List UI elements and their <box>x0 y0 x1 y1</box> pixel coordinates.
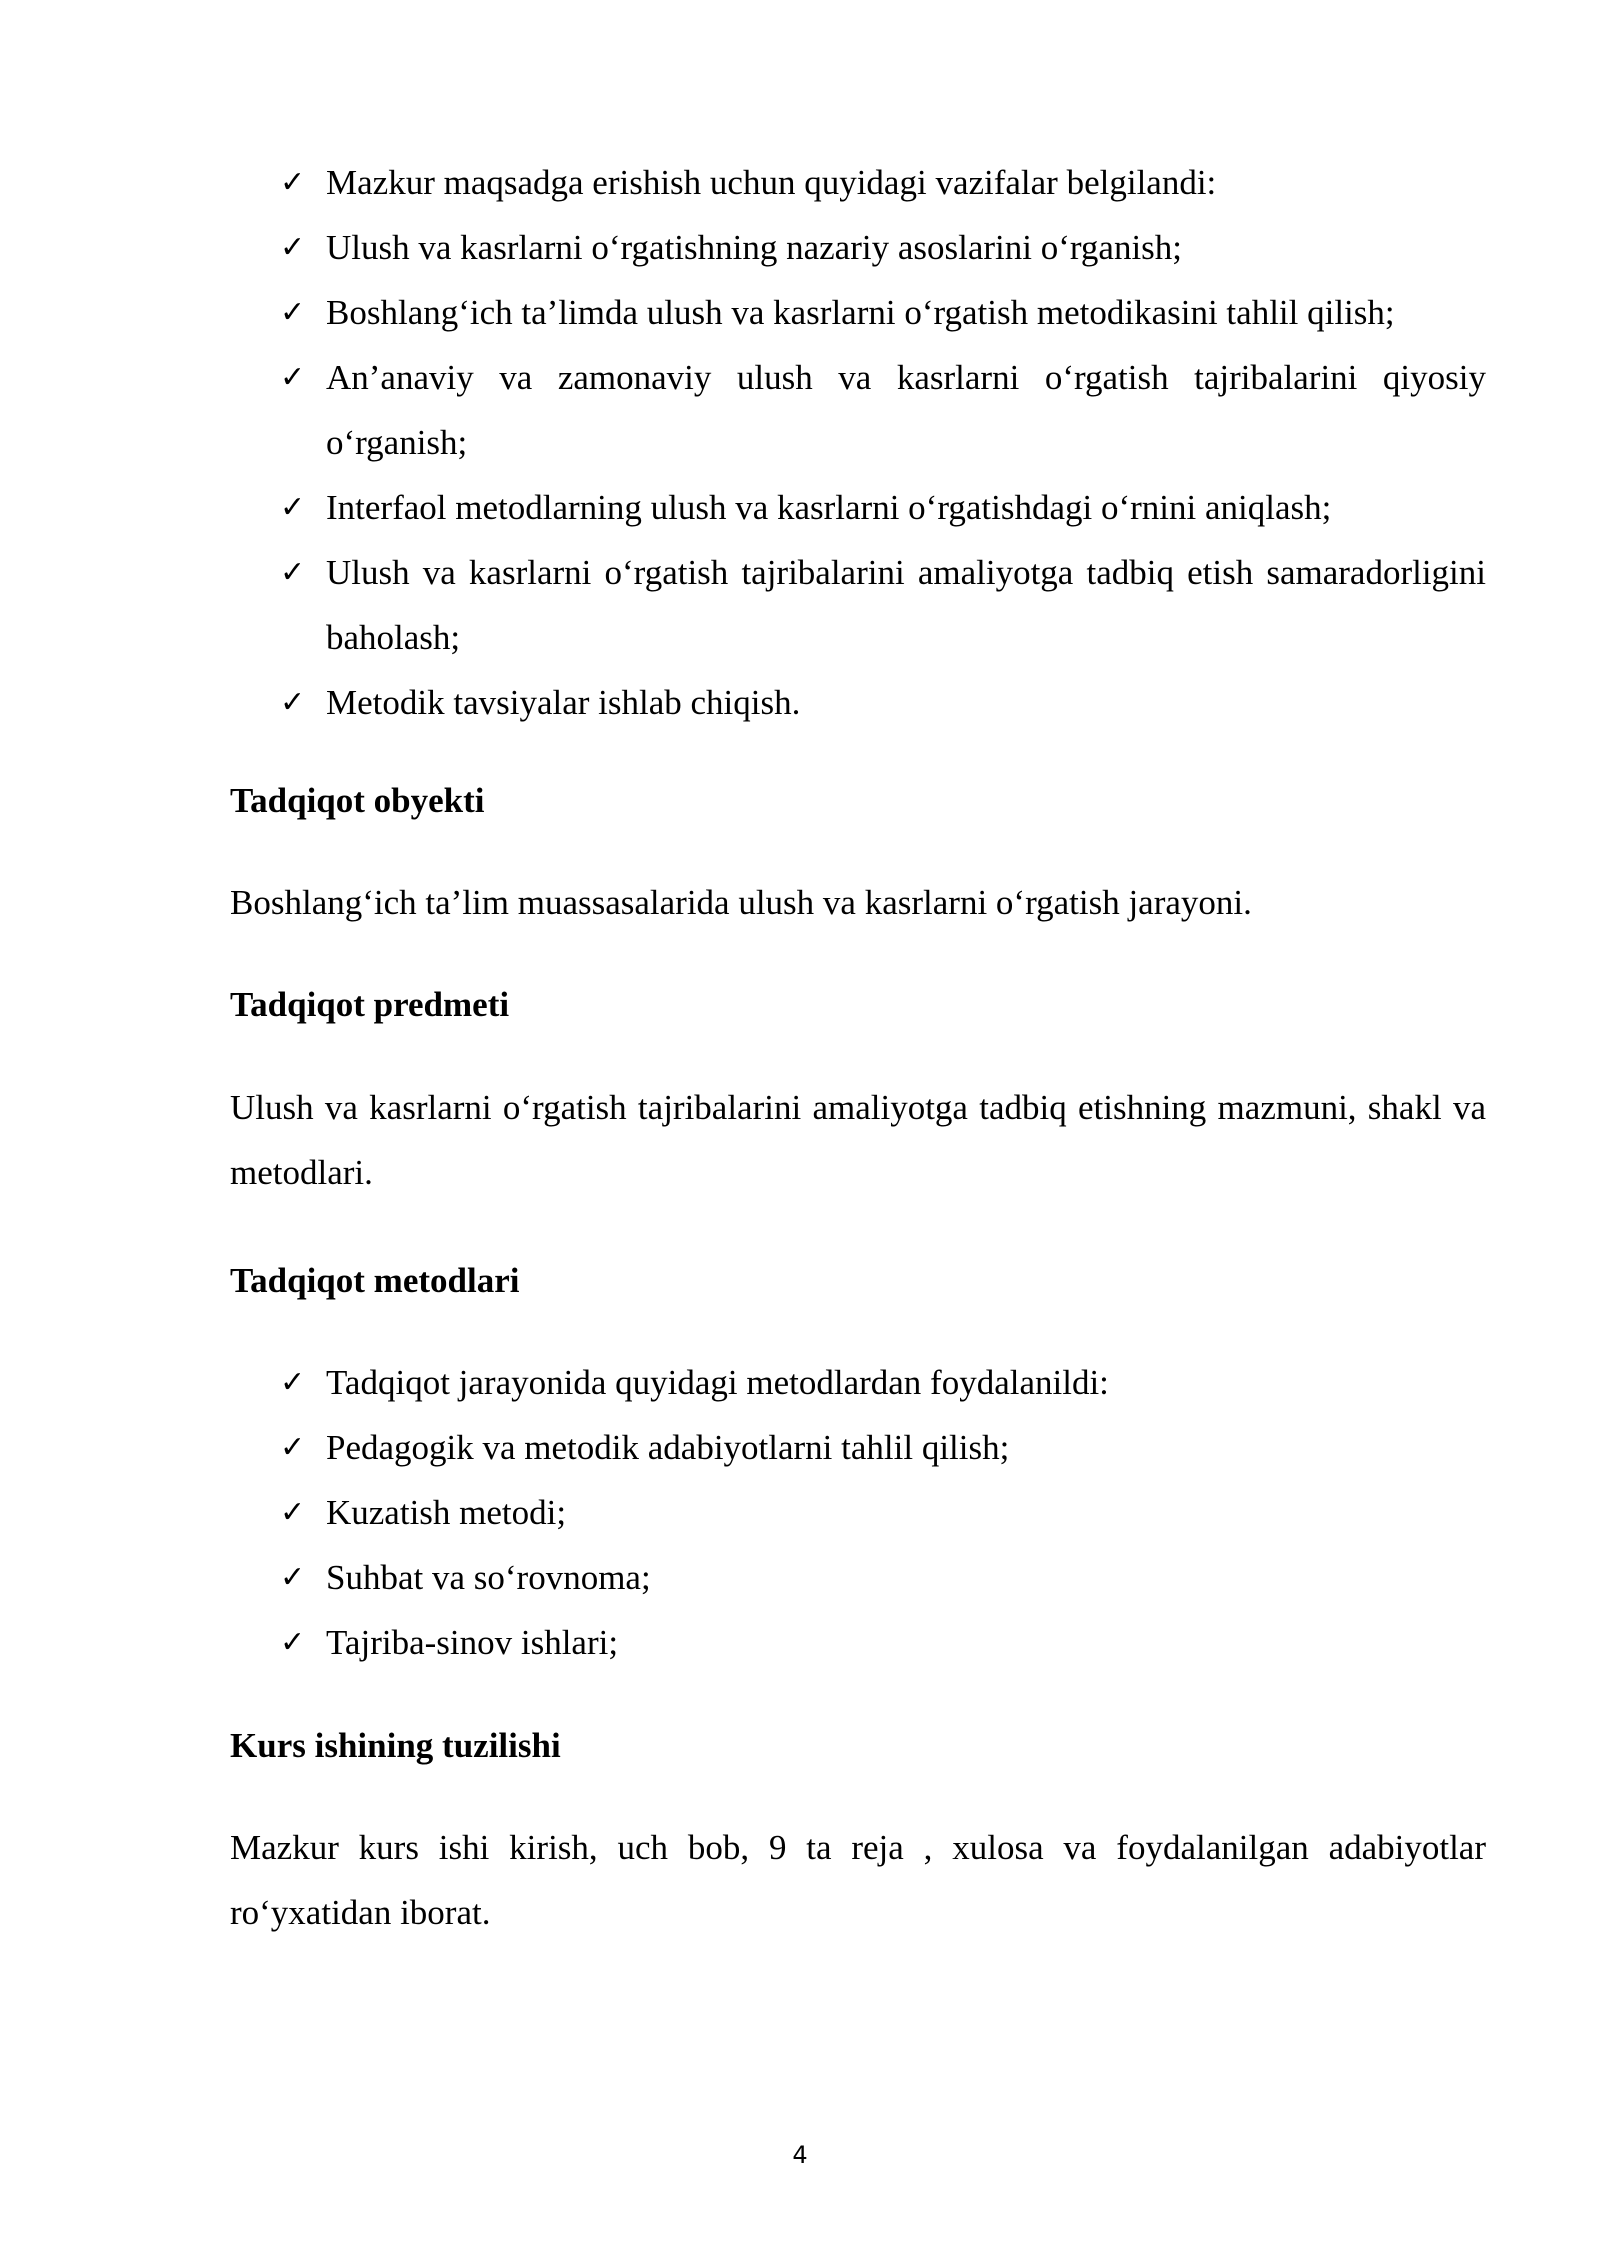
checklist-item <box>280 1480 1486 1545</box>
methods-checklist <box>280 1350 1486 1675</box>
checklist-item <box>280 345 1486 475</box>
check-mark-icon: ✓ <box>280 165 306 200</box>
object-paragraph: Boshlang‘ich ta’lim muassasalarida ulush va kasrlarni o‘rgatish jarayoni. <box>230 883 1252 922</box>
checklist-item-text: Boshlang‘ich ta’limda ulush va kasrlarni o‘rgatish metodikasini tahlil qilish; <box>326 293 1395 332</box>
check-mark-icon: ✓ <box>280 685 306 720</box>
checklist-item <box>280 1610 1486 1675</box>
check-mark-icon: ✓ <box>280 295 306 330</box>
tasks-checklist <box>280 150 1486 735</box>
checklist-item <box>280 1415 1486 1480</box>
checklist-item-text: Ulush va kasrlarni o‘rgatish tajribalarini amaliyotga tadbiq etish samaradorligini baholash; <box>326 553 1486 657</box>
check-mark-icon: ✓ <box>280 490 306 525</box>
check-mark-icon: ✓ <box>280 1365 306 1400</box>
check-mark-icon: ✓ <box>280 555 306 590</box>
checklist-item <box>280 1545 1486 1610</box>
methods-heading: Tadqiqot metodlari <box>230 1261 520 1300</box>
check-mark-icon: ✓ <box>280 230 306 265</box>
checklist-item-text: An’anaviy va zamonaviy ulush va kasrlarni o‘rgatish tajribalarini qiyosiy o‘rganish; <box>326 358 1486 462</box>
checklist-item-text: Ulush va kasrlarni o‘rgatishning nazariy asoslarini o‘rganish; <box>326 228 1183 267</box>
check-mark-icon: ✓ <box>280 360 306 395</box>
checklist-item-text: Metodik tavsiyalar ishlab chiqish. <box>326 683 801 722</box>
structure-paragraph: Mazkur kurs ishi kirish, uch bob, 9 ta reja , xulosa va foydalanilgan adabiyotlar ro‘yxatidan iborat. <box>230 1828 1486 1932</box>
checklist-item-text: Tadqiqot jarayonida quyidagi metodlardan foydalanildi: <box>326 1363 1109 1402</box>
checklist-item-text: Pedagogik va metodik adabiyotlarni tahlil qilish; <box>326 1428 1010 1467</box>
subject-paragraph: Ulush va kasrlarni o‘rgatish tajribalarini amaliyotga tadbiq etishning mazmuni, shakl va metodlari. <box>230 1088 1486 1192</box>
checklist-item-text: Kuzatish metodi; <box>326 1493 567 1532</box>
checklist-item <box>280 150 1486 215</box>
check-mark-icon: ✓ <box>280 1625 306 1660</box>
object-heading: Tadqiqot obyekti <box>230 781 485 820</box>
checklist-item <box>280 215 1486 280</box>
page-number: 4 <box>792 2141 808 2169</box>
checklist-item <box>280 540 1486 670</box>
checklist-item <box>280 475 1486 540</box>
checklist-item-text: Interfaol metodlarning ulush va kasrlarni o‘rgatishdagi o‘rnini aniqlash; <box>326 488 1332 527</box>
checklist-item <box>280 670 1486 735</box>
checklist-item <box>280 1350 1486 1415</box>
check-mark-icon: ✓ <box>280 1430 306 1465</box>
checklist-item <box>280 280 1486 345</box>
checklist-item-text: Mazkur maqsadga erishish uchun quyidagi vazifalar belgilandi: <box>326 163 1217 202</box>
checklist-item-text: Tajriba-sinov ishlari; <box>326 1623 619 1662</box>
check-mark-icon: ✓ <box>280 1495 306 1530</box>
check-mark-icon: ✓ <box>280 1560 306 1595</box>
checklist-item-text: Suhbat va so‘rovnoma; <box>326 1558 651 1597</box>
subject-heading: Tadqiqot predmeti <box>230 985 510 1024</box>
structure-heading: Kurs ishining tuzilishi <box>230 1726 561 1765</box>
